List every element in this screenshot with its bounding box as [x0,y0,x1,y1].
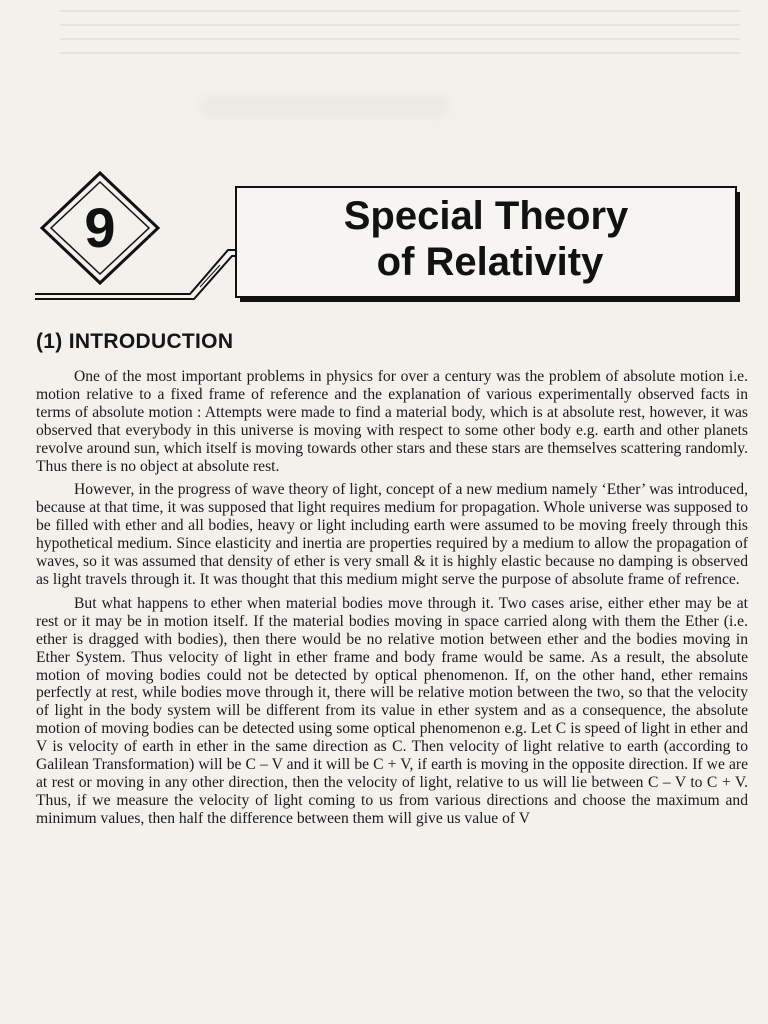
page-smudge [200,95,450,117]
chapter-title-line-1: Special Theory [343,194,629,238]
chapter-number: 9 [84,196,116,259]
section-heading: (1) INTRODUCTION [36,330,234,353]
chapter-title [236,187,736,297]
show-through-text [60,10,740,60]
connector-line-3 [200,265,220,287]
chapter-title-line-2: of Relativity [376,240,604,284]
paragraph-2: However, in the progress of wave theory of light, concept of a new medium namely ‘Ether’ was introduced, because at that time, it was supposed that light requires medium for propagation. Whole universe was supposed to be filled with ether and all bodies, heavy or light including earth were assumed to be moving freely through this hypothetical medium. Since elasticity and inertia are properties required by a medium to allow the propagation of waves, so it was assumed that density of ether is very small & it is highly elastic because no damping is observed as light travels through it. It was thought that this medium might serve the purpose of absolute frame of refrence. [36,481,748,588]
paragraph-3: But what happens to ether when material bodies move through it. Two cases arise, either ether may be at rest or it may be in motion itself. If the material bodies moving in space carried along with them the Ether (i.e. ether is dragged with bodies), then there would be no relative motion between ether and the bodies moving in Ether System. Thus velocity of light in ether frame and body frame would be same. As a result, the absolute motion of moving bodies could not be detected by optical phenomenon. If, on the other hand, ether remains perfectly at rest, while bodies move through it, there will be relative motion between the two, so that the velocity of light in the body system will be different from its value in ether system and as a consequence, the absolute motion of moving bodies can be detected using some optical phenomenon e.g. Let C is speed of light in ether and V is velocity of earth in ether in the same direction as C. Then velocity of light relative to earth (according to Galilean Transformation) will be C – V and it will be C + V, if earth is moving in the opposite direction. If we are at rest or moving in any other direction, then the velocity of light, relative to us will lie between C – V to C + V. Thus, if we measure the velocity of light coming to us from various directions and choose the maximum and minimum values, then half the difference between them will give us value of V [36,594,748,827]
body-text [36,368,748,834]
paragraph-1: One of the most important problems in physics for over a century was the problem of absolute motion i.e. motion relative to a fixed frame of reference and the explanation of various experimentally observed facts in terms of absolute motion : Attempts were made to find a material body, which is at absolute rest, however, it was observed that everybody in this universe is moving with respect to some other body e.g. earth and other planets revolve around sun, which itself is moving towards other stars and these stars are themselves scattering randomly. Thus there is no object at absolute rest. [36,368,748,475]
